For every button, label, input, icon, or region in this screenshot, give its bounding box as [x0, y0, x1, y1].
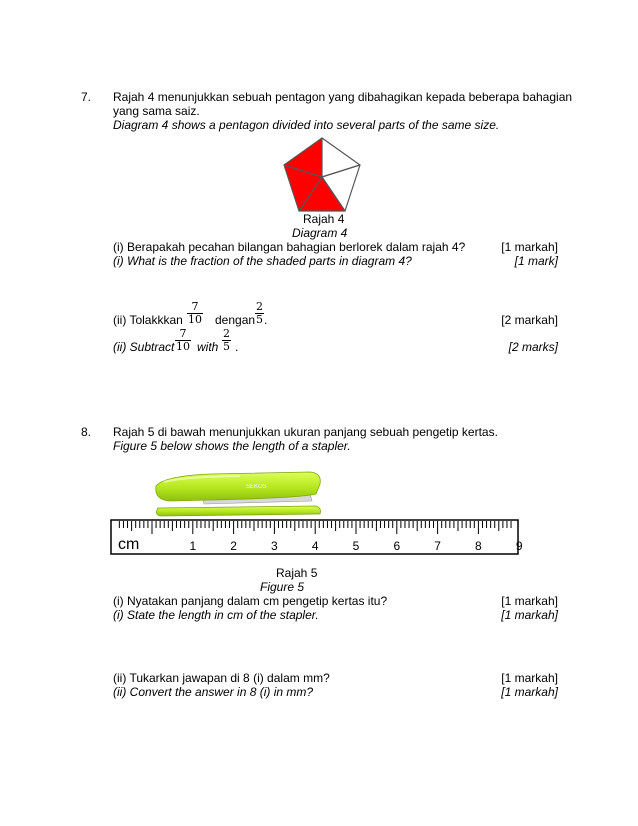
q8-intro-ms: Rajah 5 di bawah menunjukkan ukuran panjang sebuah pengetip kertas.	[113, 425, 498, 439]
fraction-denominator: 5	[223, 340, 230, 353]
fraction-seven-tenths	[175, 328, 191, 353]
stapler-image	[150, 468, 326, 520]
q8-part-i-en: (i) State the length in cm of the stapler.	[113, 608, 319, 622]
ruler-unit-label: cm	[118, 536, 140, 553]
q8-part-ii-marks-en: [1 markah]	[501, 685, 558, 699]
ruler-number: 1	[189, 539, 197, 553]
q8-figure-label-en: Figure 5	[260, 580, 305, 594]
q7-part-ii-ms-mid: dengan	[215, 313, 256, 327]
fraction-two-fifths	[255, 301, 264, 326]
q8-intro-en: Figure 5 below shows the length of a stapler.	[113, 439, 351, 453]
q7-part-ii-marks-en: [2 marks]	[508, 340, 558, 354]
stapler-brand-text: SEKOS	[246, 484, 267, 490]
q7-part-ii-marks-ms: [2 markah]	[501, 313, 558, 327]
fraction-seven-tenths	[187, 301, 203, 326]
ruler-number: 2	[230, 539, 237, 553]
fraction-numerator: 2	[223, 327, 230, 340]
q8-part-i-marks-en: [1 markah]	[501, 608, 558, 622]
q7-intro-en: Diagram 4 shows a pentagon divided into several parts of the same size.	[113, 118, 500, 132]
fraction-denominator: 10	[188, 313, 202, 326]
q7-intro-ms-line1: Rajah 4 menunjukkan sebuah pentagon yang dibahagikan kepada beberapa bahagian	[113, 90, 573, 104]
fraction-denominator: 5	[256, 313, 263, 326]
q7-part-ii-en-suffix: .	[235, 340, 239, 354]
ruler-number: 7	[434, 539, 441, 553]
ruler-number: 4	[311, 539, 319, 553]
q7-part-i-ms: (i) Berapakah pecahan bilangan bahagian berlorek dalam rajah 4?	[113, 240, 466, 254]
question-number-8: 8.	[81, 425, 92, 439]
q7-part-i-marks-en: [1 mark]	[514, 254, 558, 268]
q7-part-ii-ms-prefix: (ii) Tolakkkan	[113, 313, 183, 327]
q7-figure-label-en: Diagram 4	[292, 226, 348, 240]
q8-part-ii-en: (ii) Convert the answer in 8 (i) in mm?	[113, 685, 314, 699]
q7-part-i-en: (i) What is the fraction of the shaded parts in diagram 4?	[113, 254, 412, 268]
question-number-7: 7.	[81, 90, 92, 104]
pentagon-diagram	[281, 136, 363, 214]
q7-figure-label-ms: Rajah 4	[303, 212, 345, 226]
q8-part-i-marks-ms: [1 markah]	[501, 594, 558, 608]
fraction-two-fifths	[222, 328, 231, 353]
q8-part-ii-marks-ms: [1 markah]	[501, 671, 558, 685]
fraction-numerator: 7	[179, 327, 187, 340]
q7-part-ii-ms-suffix: .	[264, 313, 268, 327]
ruler-number: 9	[515, 539, 523, 553]
ruler-number: 3	[271, 539, 278, 553]
fraction-denominator: 10	[176, 340, 190, 353]
ruler-number: 8	[475, 539, 482, 553]
fraction-numerator: 2	[256, 300, 263, 313]
q7-intro-ms-line2: yang sama saiz.	[113, 104, 200, 118]
fraction-numerator: 7	[191, 300, 199, 313]
q8-part-i-ms: (i) Nyatakan panjang dalam cm pengetip kertas itu?	[113, 594, 388, 608]
ruler	[110, 518, 523, 556]
q7-part-i-marks-ms: [1 markah]	[501, 240, 558, 254]
ruler-number: 6	[393, 539, 401, 553]
q8-figure-label-ms: Rajah 5	[276, 566, 318, 580]
ruler-number: 5	[352, 539, 360, 553]
q8-part-ii-ms: (ii) Tukarkan jawapan di 8 (i) dalam mm?	[113, 671, 330, 685]
q7-part-ii-en-prefix: (ii) Subtract	[113, 340, 175, 354]
q7-part-ii-en-mid: with	[197, 340, 219, 354]
